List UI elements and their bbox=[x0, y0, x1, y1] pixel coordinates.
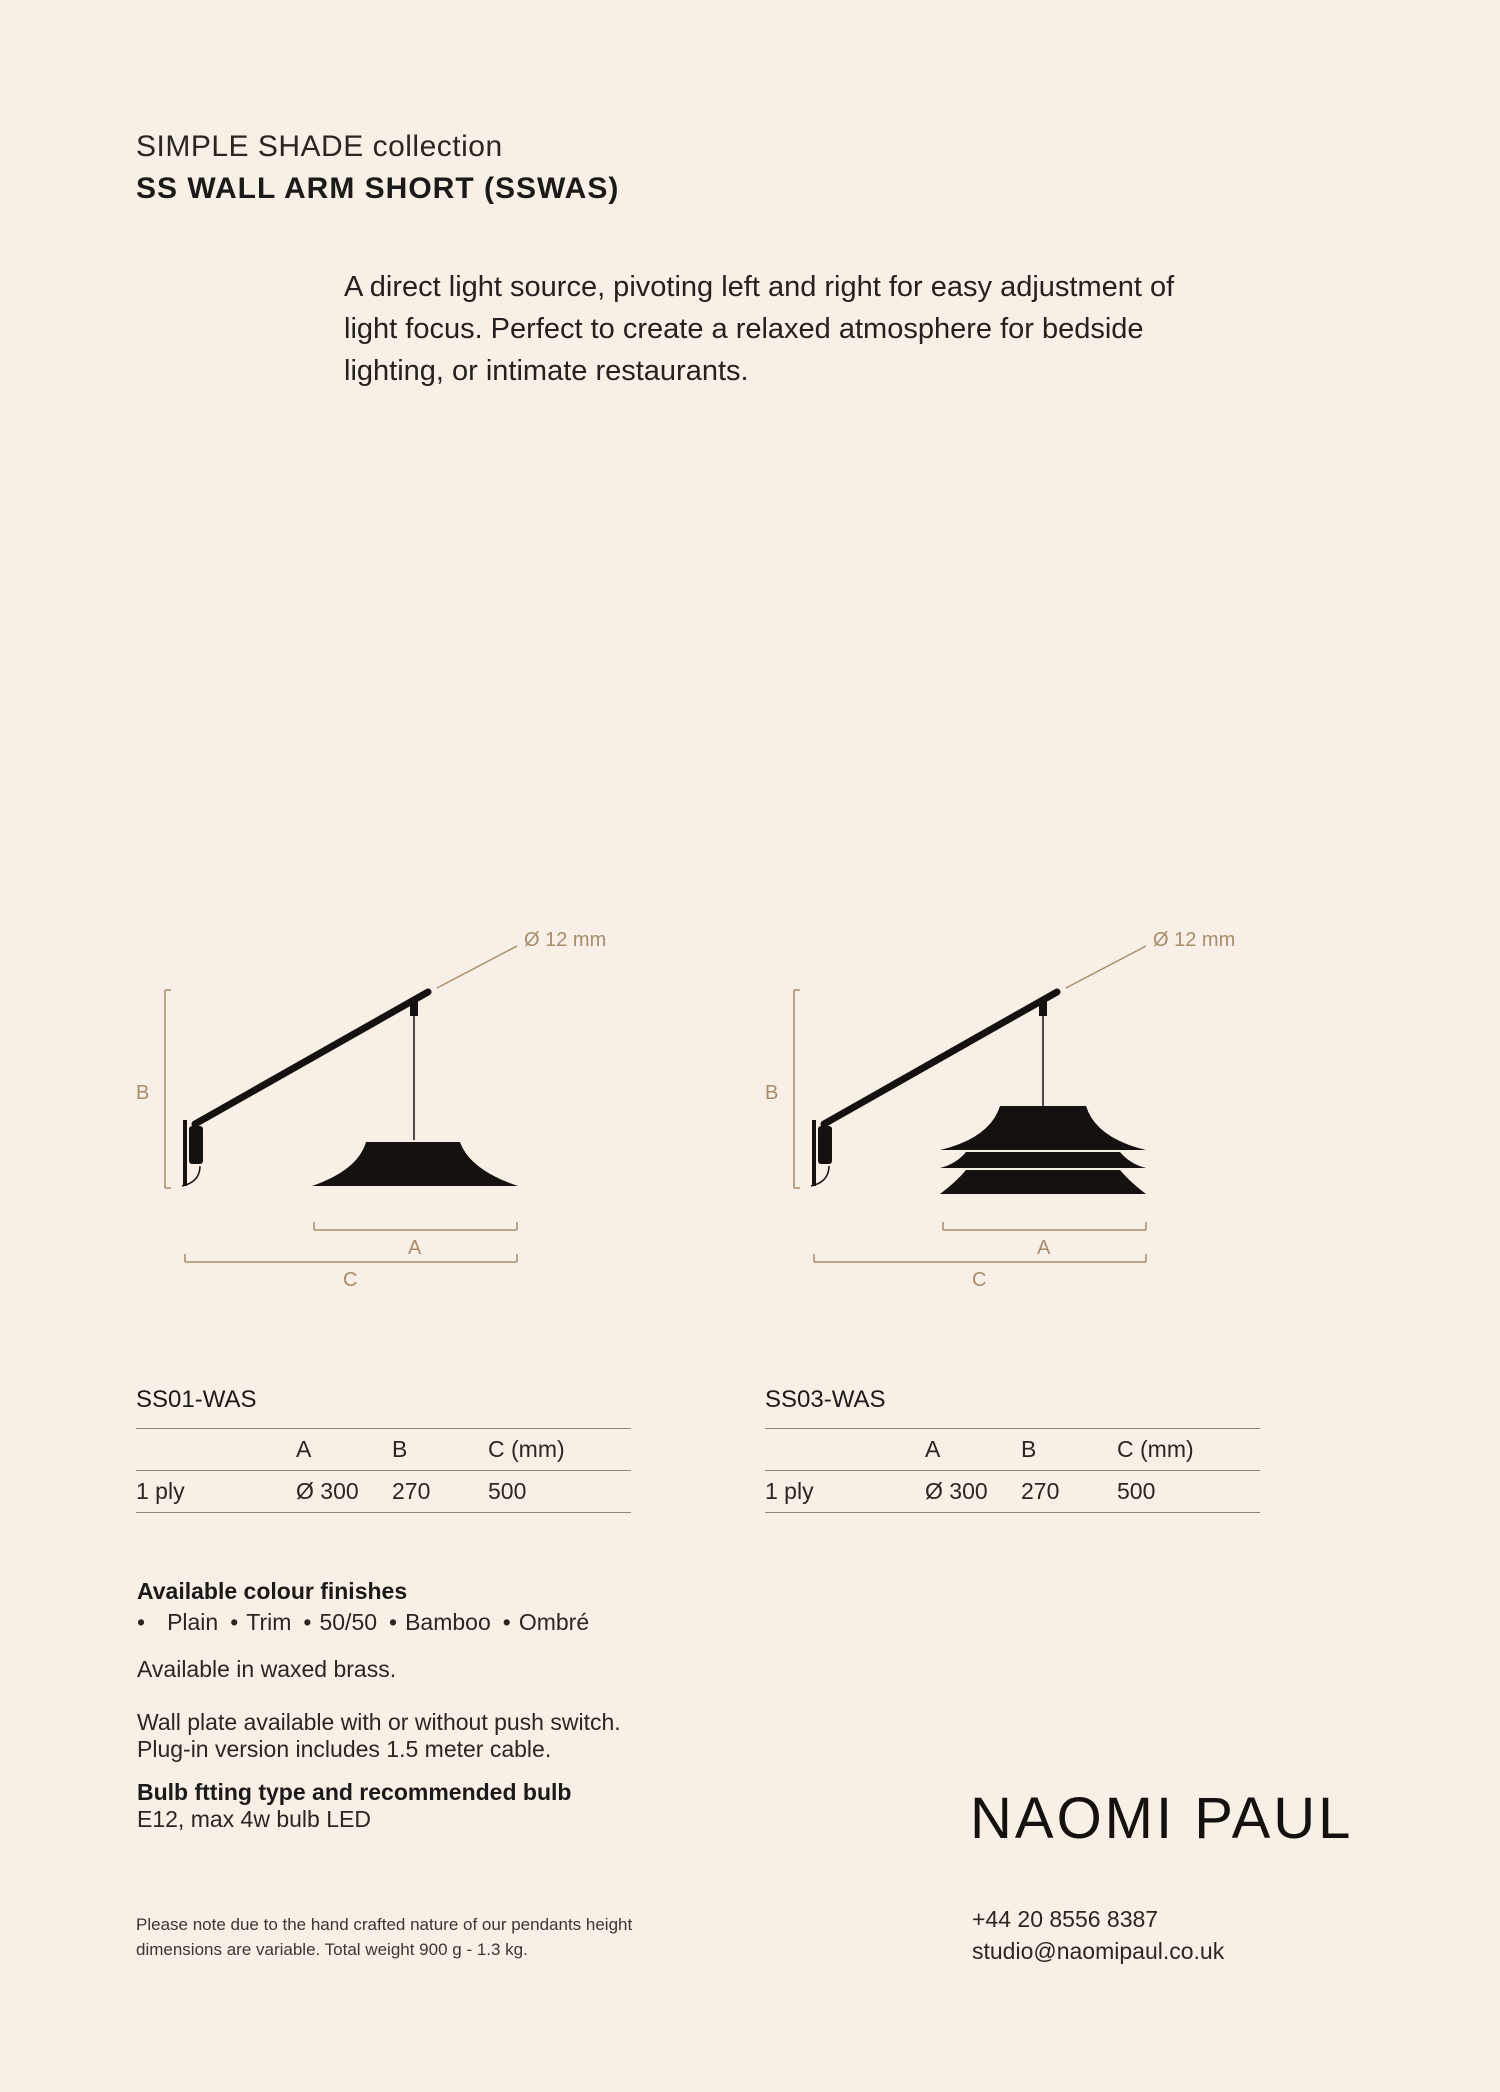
arm bbox=[824, 992, 1057, 1124]
diameter-label: Ø 12 mm bbox=[524, 929, 607, 951]
brass-note: Available in waxed brass. bbox=[137, 1656, 397, 1682]
dimension-a-label: A bbox=[1037, 1237, 1051, 1259]
product-description: A direct light source, pivoting left and right for easy adjustment of light focus. Perfect to create a relaxed atmosphere for bedside lighting, or intimate restaurants. bbox=[344, 271, 1175, 387]
product-title: SS WALL ARM SHORT (SSWAS) bbox=[136, 172, 620, 205]
collection-label: SIMPLE SHADE collection bbox=[136, 130, 503, 163]
spec-name: SS01-WAS bbox=[136, 1386, 257, 1413]
brand-logo: NAOMI PAUL bbox=[970, 1786, 1354, 1851]
bulb-spec: E12, max 4w bulb LED bbox=[137, 1806, 371, 1832]
finish-option: • 50/50 bbox=[303, 1609, 377, 1636]
arm bbox=[195, 992, 428, 1124]
wall-plate-note: Wall plate available with or without push switch. bbox=[137, 1709, 621, 1735]
finish-options bbox=[137, 1609, 777, 1636]
footnote: Please note due to the hand crafted nature of our pendants height dimensions are variable. Total weight 900 g - 1.3 kg. bbox=[136, 1915, 633, 1959]
spec-ss01 bbox=[136, 1386, 631, 1513]
finish-option: • Bamboo bbox=[389, 1609, 491, 1636]
table-header-row: A B C (mm) bbox=[136, 1429, 631, 1471]
email-address: studio@naomipaul.co.uk bbox=[972, 1938, 1225, 1964]
contact-block bbox=[972, 1903, 1224, 1967]
phone-number: +44 20 8556 8387 bbox=[972, 1906, 1159, 1932]
dimension-c-label: C bbox=[972, 1269, 987, 1291]
shade-layer-middle bbox=[940, 1152, 1146, 1168]
spec-ss03 bbox=[765, 1386, 1260, 1513]
dimension-b-label: B bbox=[136, 1082, 150, 1104]
bulb-heading: Bulb ftting type and recommended bulb bbox=[137, 1779, 572, 1805]
diameter-label: Ø 12 mm bbox=[1153, 929, 1236, 951]
dimension-a-label: A bbox=[408, 1237, 422, 1259]
wall-plate bbox=[183, 1120, 187, 1186]
shade-layer-top bbox=[940, 1106, 1146, 1150]
wall-plate bbox=[812, 1120, 816, 1186]
spec-table bbox=[136, 1428, 631, 1513]
table-header-row: A B C (mm) bbox=[765, 1429, 1260, 1471]
shade-layer-bottom bbox=[940, 1170, 1146, 1194]
plug-in-note: Plug-in version includes 1.5 meter cable. bbox=[137, 1736, 552, 1762]
wall-pivot bbox=[818, 1126, 832, 1164]
diameter-leader bbox=[437, 946, 517, 988]
finishes-heading: Available colour finishes bbox=[137, 1578, 408, 1604]
finish-option: • Plain bbox=[137, 1609, 218, 1636]
spec-name: SS03-WAS bbox=[765, 1386, 886, 1413]
table-row: 1 ply Ø 300 270 500 bbox=[765, 1471, 1260, 1513]
dimension-c-label: C bbox=[343, 1269, 358, 1291]
spec-table bbox=[765, 1428, 1260, 1513]
finishes-section bbox=[137, 1578, 777, 1833]
diameter-leader bbox=[1066, 946, 1146, 988]
dimension-b-label: B bbox=[765, 1082, 779, 1104]
table-row: 1 ply Ø 300 270 500 bbox=[136, 1471, 631, 1513]
wall-pivot bbox=[189, 1126, 203, 1164]
diagram-ss03 bbox=[765, 929, 1235, 1291]
shade-1-ply bbox=[312, 1142, 518, 1186]
finish-option: • Trim bbox=[230, 1609, 291, 1636]
diagram-ss01 bbox=[136, 929, 606, 1291]
finish-option: • Ombré bbox=[503, 1609, 589, 1636]
